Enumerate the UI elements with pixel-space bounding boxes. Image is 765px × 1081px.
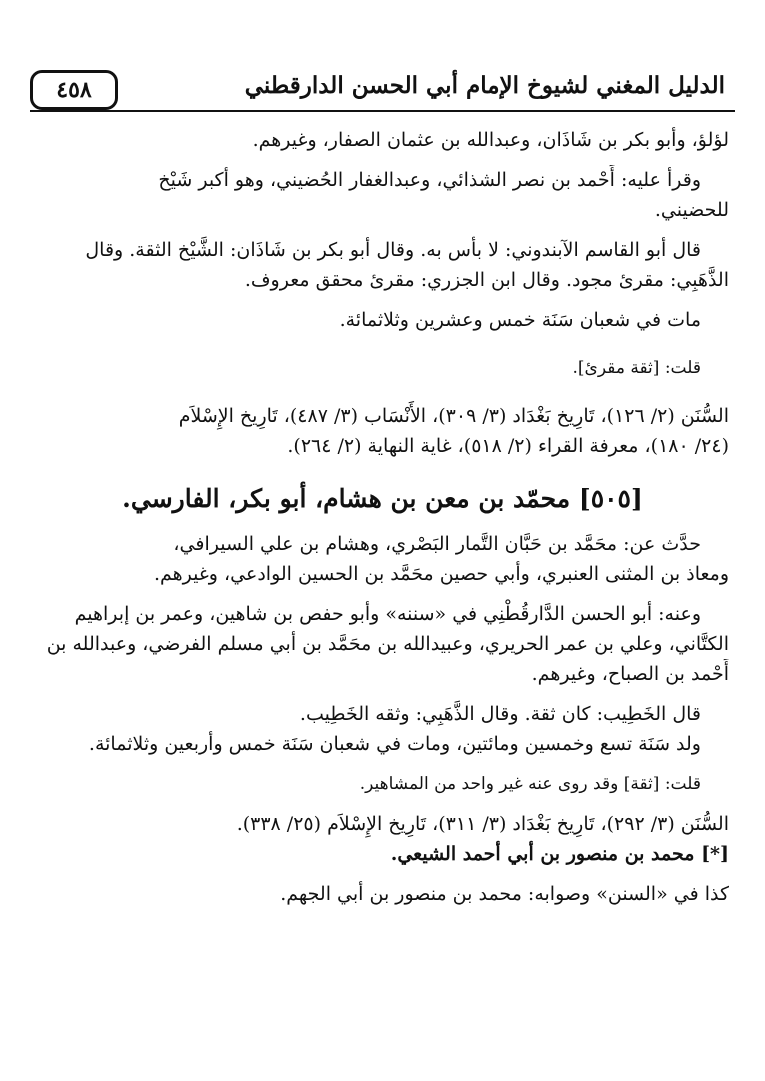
page-number: ٤٥٨	[30, 70, 118, 110]
text-line: السُّنَن (٣/ ٢٩٢)، تَارِيخ بَغْدَاد (٣/ ٣١١)، تَارِيخ الإِسْلاَم (٢٥/ ٣٣٨).	[236, 813, 729, 835]
text-line: قال أبو القاسم الآبندوني: لا بأس به. وقال أبو بكر بن شَاذَان: الشَّيْخ الثقة. وقال	[85, 239, 701, 261]
entry-heading: [٥٠٥] محمّد بن معن بن هشام، أبو بكر، الفارسي.	[122, 484, 643, 513]
page-header	[30, 70, 735, 110]
text-line: لؤلؤ، وأبو بكر بن شَاذَان، وعبدالله بن عثمان الصفار، وغيرهم.	[252, 129, 729, 151]
text-line: الذَّهَبِي: مقرئ مجود. وقال ابن الجزري: مقرئ محقق معروف.	[244, 269, 729, 291]
running-title: الدليل المغني لشيوخ الإمام أبي الحسن الدارقطني	[244, 72, 725, 99]
text-line: [*] محمد بن منصور بن أبي أحمد الشيعي.	[390, 843, 729, 865]
text-line: ومعاذ بن المثنى العنبري، وأبي حصين محَمَّد بن الحسين الوادعي، وغيرهم.	[153, 563, 729, 585]
text-line: الكتَّاني، وعلي بن عمر الحريري، وعبيدالله بن محَمَّد بن أبي مسلم الفرضي، وعبدالله بن	[46, 633, 729, 655]
text-line: قلت: [ثقة مقرئ].	[572, 358, 701, 378]
header-rule	[30, 110, 735, 112]
text-line: للحضيني.	[654, 199, 729, 221]
text-line: كذا في «السنن» وصوابه: محمد بن منصور بن أبي الجهم.	[280, 883, 729, 905]
text-line: السُّنَن (٢/ ١٢٦)، تَارِيخ بَغْدَاد (٣/ ٣٠٩)، الأَنْسَاب (٣/ ٤٨٧)، تَارِيخ الإِسْلاَم	[178, 405, 729, 427]
text-line: قلت: [ثقة] وقد روى عنه غير واحد من المشاهير.	[359, 774, 701, 794]
page-body	[36, 125, 729, 909]
text-line: قال الخَطِيب: كان ثقة. وقال الذَّهَبِي: وثقه الخَطِيب.	[299, 703, 701, 725]
text-line: مات في شعبان سَنَة خمس وعشرين وثلاثمائة.	[339, 309, 701, 331]
text-line: وقرأ عليه: أَحْمد بن نصر الشذائي، وعبدالغفار الحُضيني، وهو أكبر شَيْخ	[158, 169, 701, 191]
text-line: أَحْمد بن الصباح، وغيرهم.	[531, 663, 729, 685]
text-line: حدَّث عن: محَمَّد بن حَبَّان التَّمار البَصْري، وهشام بن علي السيرافي،	[173, 533, 701, 555]
text-line: وعنه: أبو الحسن الدَّارقُطْنِي في «سننه» وأبو حفص بن شاهين، وعمر بن إبراهيم	[74, 603, 701, 625]
text-line: ولد سَنَة تسع وخمسين ومائتين، ومات في شعبان سَنَة خمس وأربعين وثلاثمائة.	[88, 733, 701, 755]
text-line: (٢٤/ ١٨٠)، معرفة القراء (٢/ ٥١٨)، غاية النهاية (٢/ ٢٦٤).	[287, 435, 729, 457]
